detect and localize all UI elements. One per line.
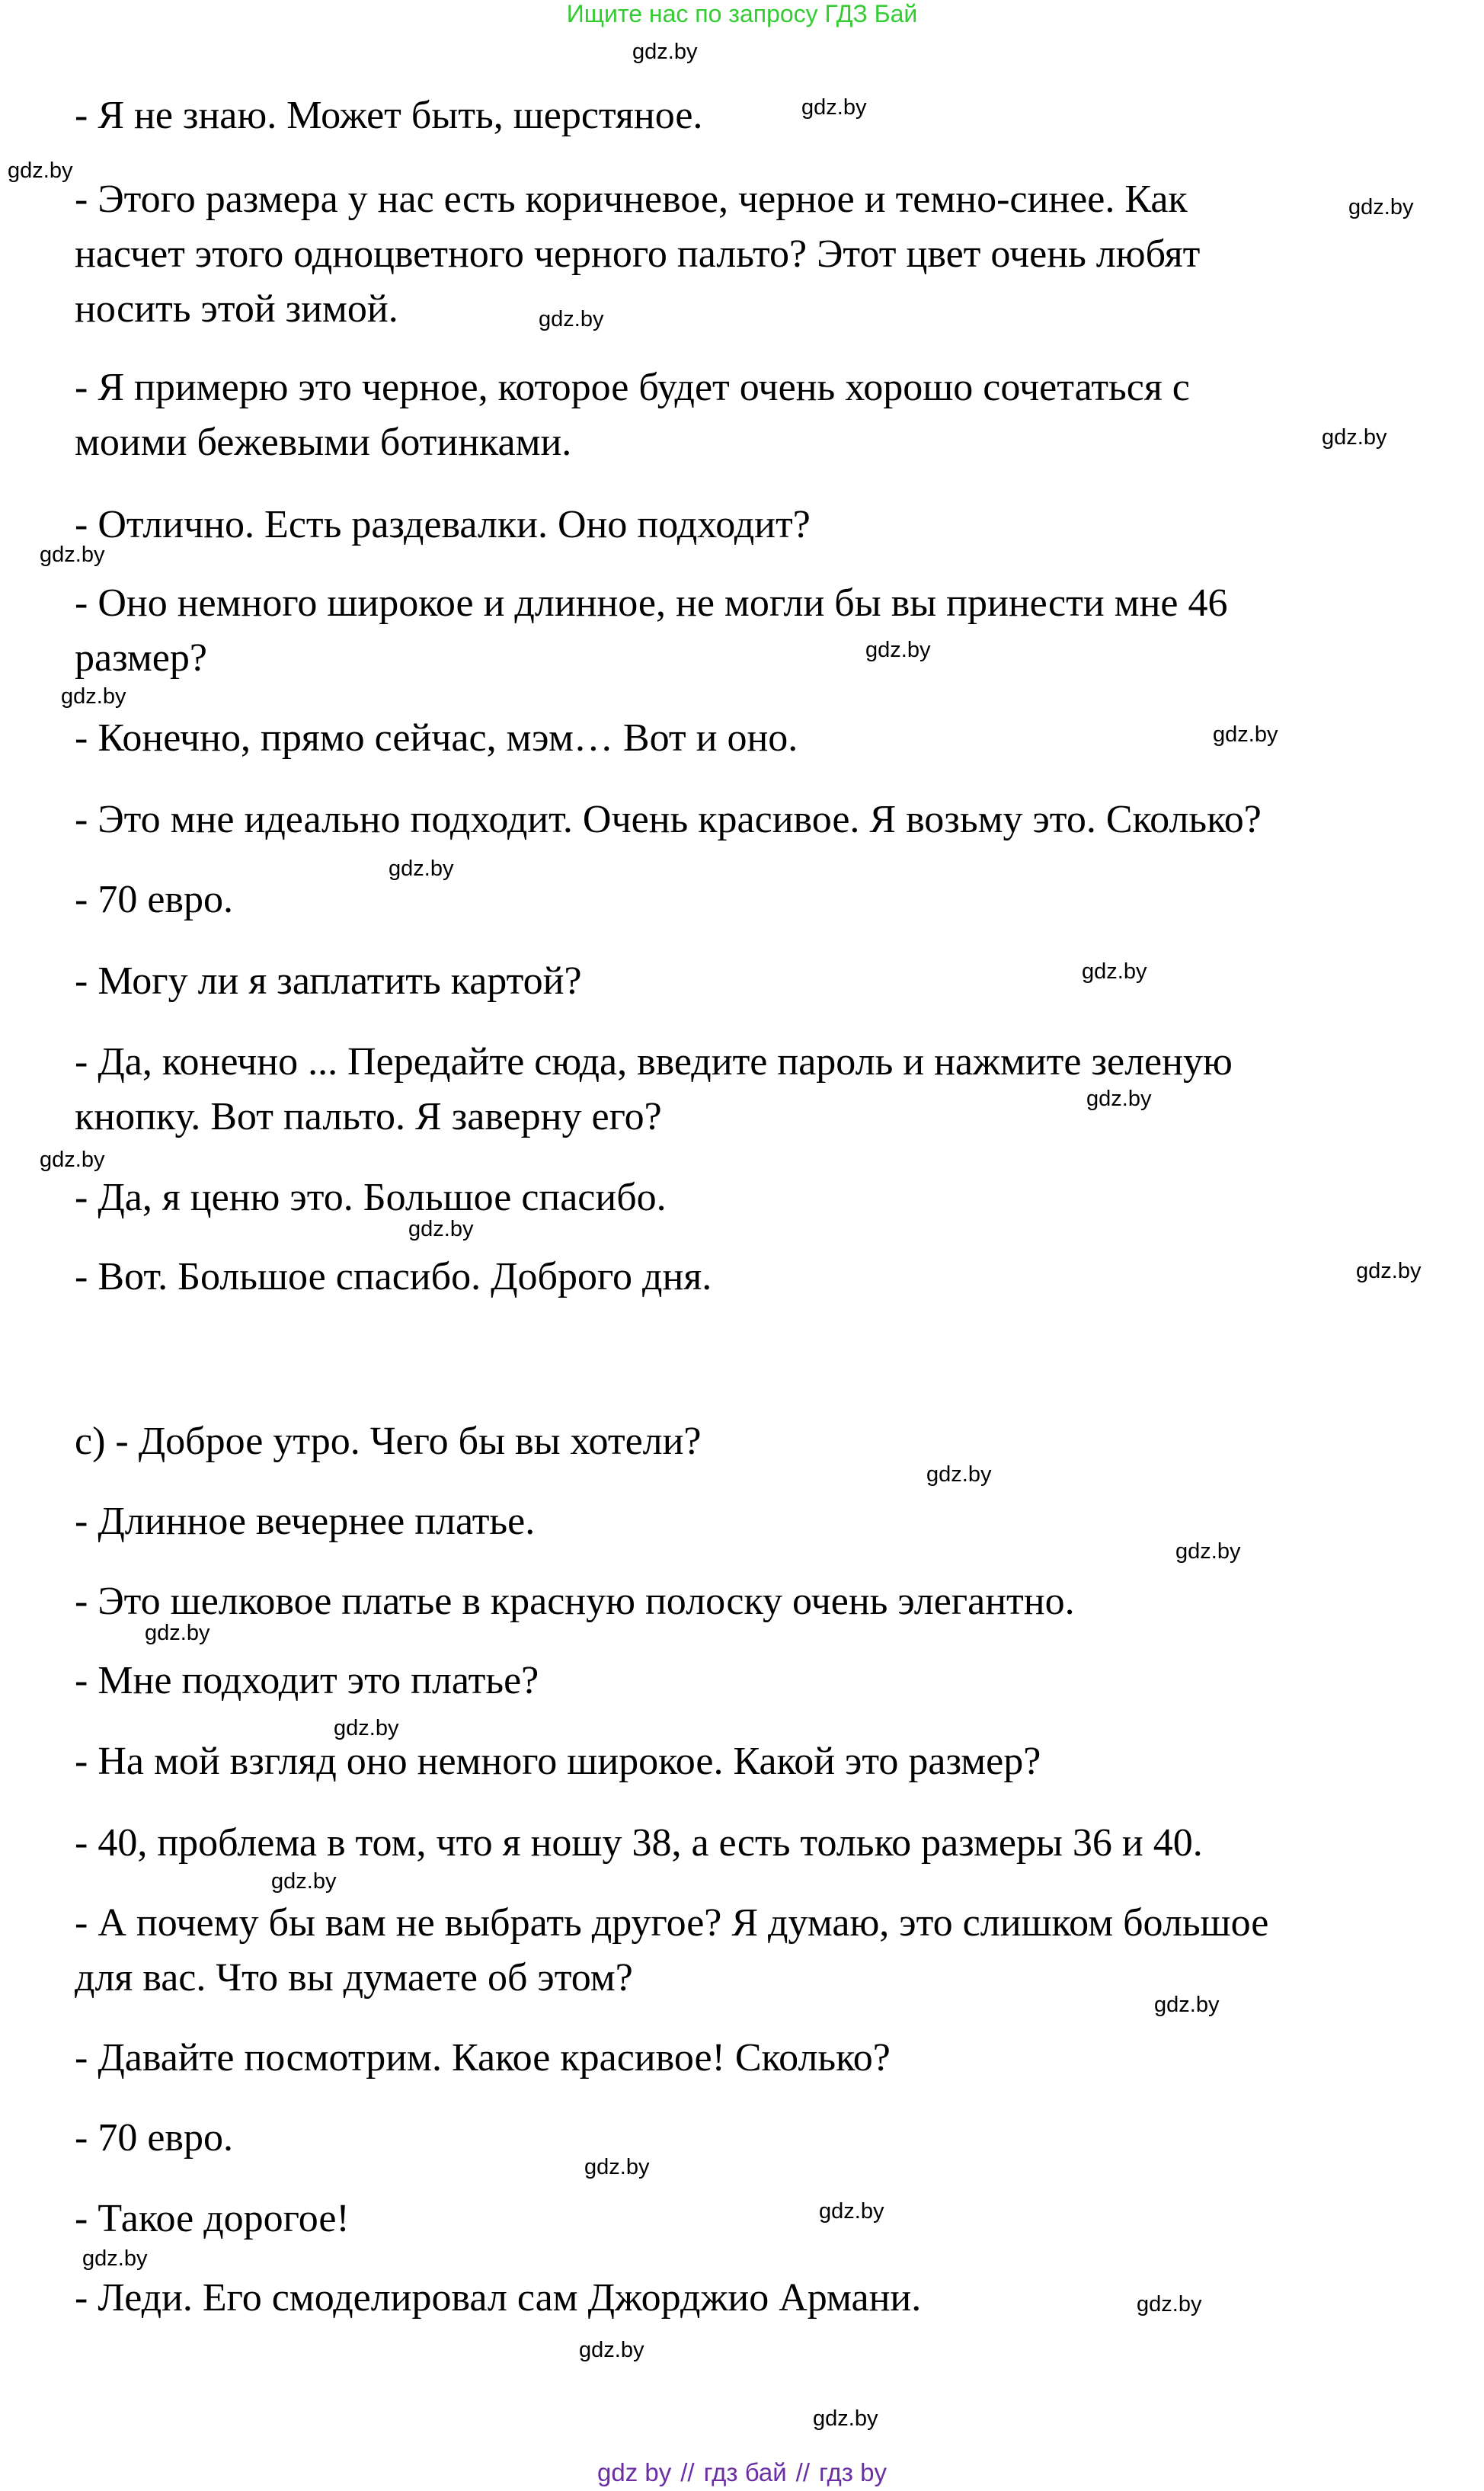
watermark: gdz.by [61, 684, 126, 709]
dialogue-line: - 70 евро. [75, 878, 233, 921]
footer-link-gdz-by[interactable]: gdz by [597, 2458, 672, 2486]
dialogue-line: - Давайте посмотрим. Какое красивое! Сколько? [75, 2036, 891, 2080]
dialogue-line: - Леди. Его смоделировал сам Джорджио Армани. [75, 2276, 922, 2320]
watermark: gdz.by [334, 1716, 399, 1740]
dialogue-line: - Это шелковое платье в красную полоску очень элегантно. [75, 1580, 1075, 1623]
watermark: gdz.by [1154, 1993, 1220, 2017]
dialogue-line: - На мой взгляд оно немного широкое. Какой это размер? [75, 1740, 1041, 1783]
dialogue-line: - Такое дорогое! [75, 2197, 350, 2240]
watermark: gdz.by [408, 1217, 474, 1241]
watermark: gdz.by [1175, 1539, 1241, 1564]
watermark: gdz.by [579, 2338, 644, 2362]
watermark: gdz.by [584, 2155, 650, 2179]
watermark: gdz.by [82, 2246, 148, 2271]
dialogue-line: - Я примерю это черное, которое будет очень хорошо сочетаться с [75, 366, 1190, 409]
dialogue-line: - Вот. Большое спасибо. Доброго дня. [75, 1255, 712, 1298]
watermark: gdz.by [1082, 959, 1147, 984]
watermark: gdz.by [1348, 195, 1414, 219]
watermark: gdz.by [1213, 722, 1278, 747]
watermark: gdz.by [539, 307, 604, 331]
dialogue-line: размер? [75, 636, 207, 680]
footer-link-gdz-bai[interactable]: гдз бай [703, 2458, 787, 2486]
dialogue-line: - 70 евро. [75, 2116, 233, 2160]
watermark: gdz.by [1086, 1087, 1152, 1111]
dialogue-line: - Могу ли я заплатить картой? [75, 959, 582, 1003]
dialogue-line: - Я не знаю. Может быть, шерстяное. [75, 94, 703, 137]
dialogue-line: - 40, проблема в том, что я ношу 38, а есть только размеры 36 и 40. [75, 1821, 1203, 1865]
dialogue-line: для вас. Что вы думаете об этом? [75, 1956, 633, 2000]
dialogue-line: носить этой зимой. [75, 287, 398, 331]
dialogue-line: - Отлично. Есть раздевалки. Оно подходит? [75, 503, 811, 546]
dialogue-line: - Конечно, прямо сейчас, мэм… Вот и оно. [75, 716, 798, 760]
dialogue-line: - Мне подходит это платье? [75, 1659, 539, 1702]
watermark: gdz.by [40, 543, 105, 567]
watermark: gdz.by [271, 1869, 337, 1894]
watermark: gdz.by [1137, 2292, 1202, 2317]
watermark: gdz.by [389, 856, 454, 881]
dialogue-line: - А почему бы вам не выбрать другое? Я думаю, это слишком большое [75, 1901, 1269, 1945]
watermark: gdz.by [8, 158, 73, 183]
dialogue-line: - Этого размера у нас есть коричневое, черное и темно-синее. Как [75, 178, 1188, 221]
footer-link-gdz-by-cyr[interactable]: гдз by [819, 2458, 887, 2486]
dialogue-line: - Длинное вечернее платье. [75, 1500, 536, 1543]
watermark: gdz.by [926, 1462, 992, 1487]
dialogue-line: кнопку. Вот пальто. Я заверну его? [75, 1095, 662, 1138]
watermark: gdz.by [145, 1621, 210, 1645]
watermark: gdz.by [865, 638, 931, 662]
footer-separator: // [680, 2458, 695, 2486]
search-hint-link[interactable]: Ищите нас по запросу ГДЗ Бай [566, 0, 918, 27]
watermark: gdz.by [632, 40, 698, 64]
dialogue-line: с) - Доброе утро. Чего бы вы хотели? [75, 1420, 702, 1463]
watermark: gdz.by [1322, 425, 1387, 450]
dialogue-line: - Да, я ценю это. Большое спасибо. [75, 1176, 667, 1219]
dialogue-line: - Это мне идеально подходит. Очень красивое. Я возьму это. Сколько? [75, 798, 1262, 841]
dialogue-line: - Оно немного широкое и длинное, не могли бы вы принести мне 46 [75, 581, 1228, 625]
watermark: gdz.by [801, 95, 867, 120]
footer-links [0, 2458, 1484, 2487]
watermark: gdz.by [1356, 1259, 1422, 1283]
dialogue-line: моими бежевыми ботинками. [75, 421, 572, 464]
footer-separator: // [795, 2458, 810, 2486]
dialogue-line: - Да, конечно ... Передайте сюда, введите пароль и нажмите зеленую [75, 1040, 1233, 1084]
watermark: gdz.by [813, 2406, 878, 2431]
dialogue-line: насчет этого одноцветного черного пальто? Этот цвет очень любят [75, 232, 1201, 276]
watermark: gdz.by [819, 2199, 884, 2224]
watermark: gdz.by [40, 1148, 105, 1172]
